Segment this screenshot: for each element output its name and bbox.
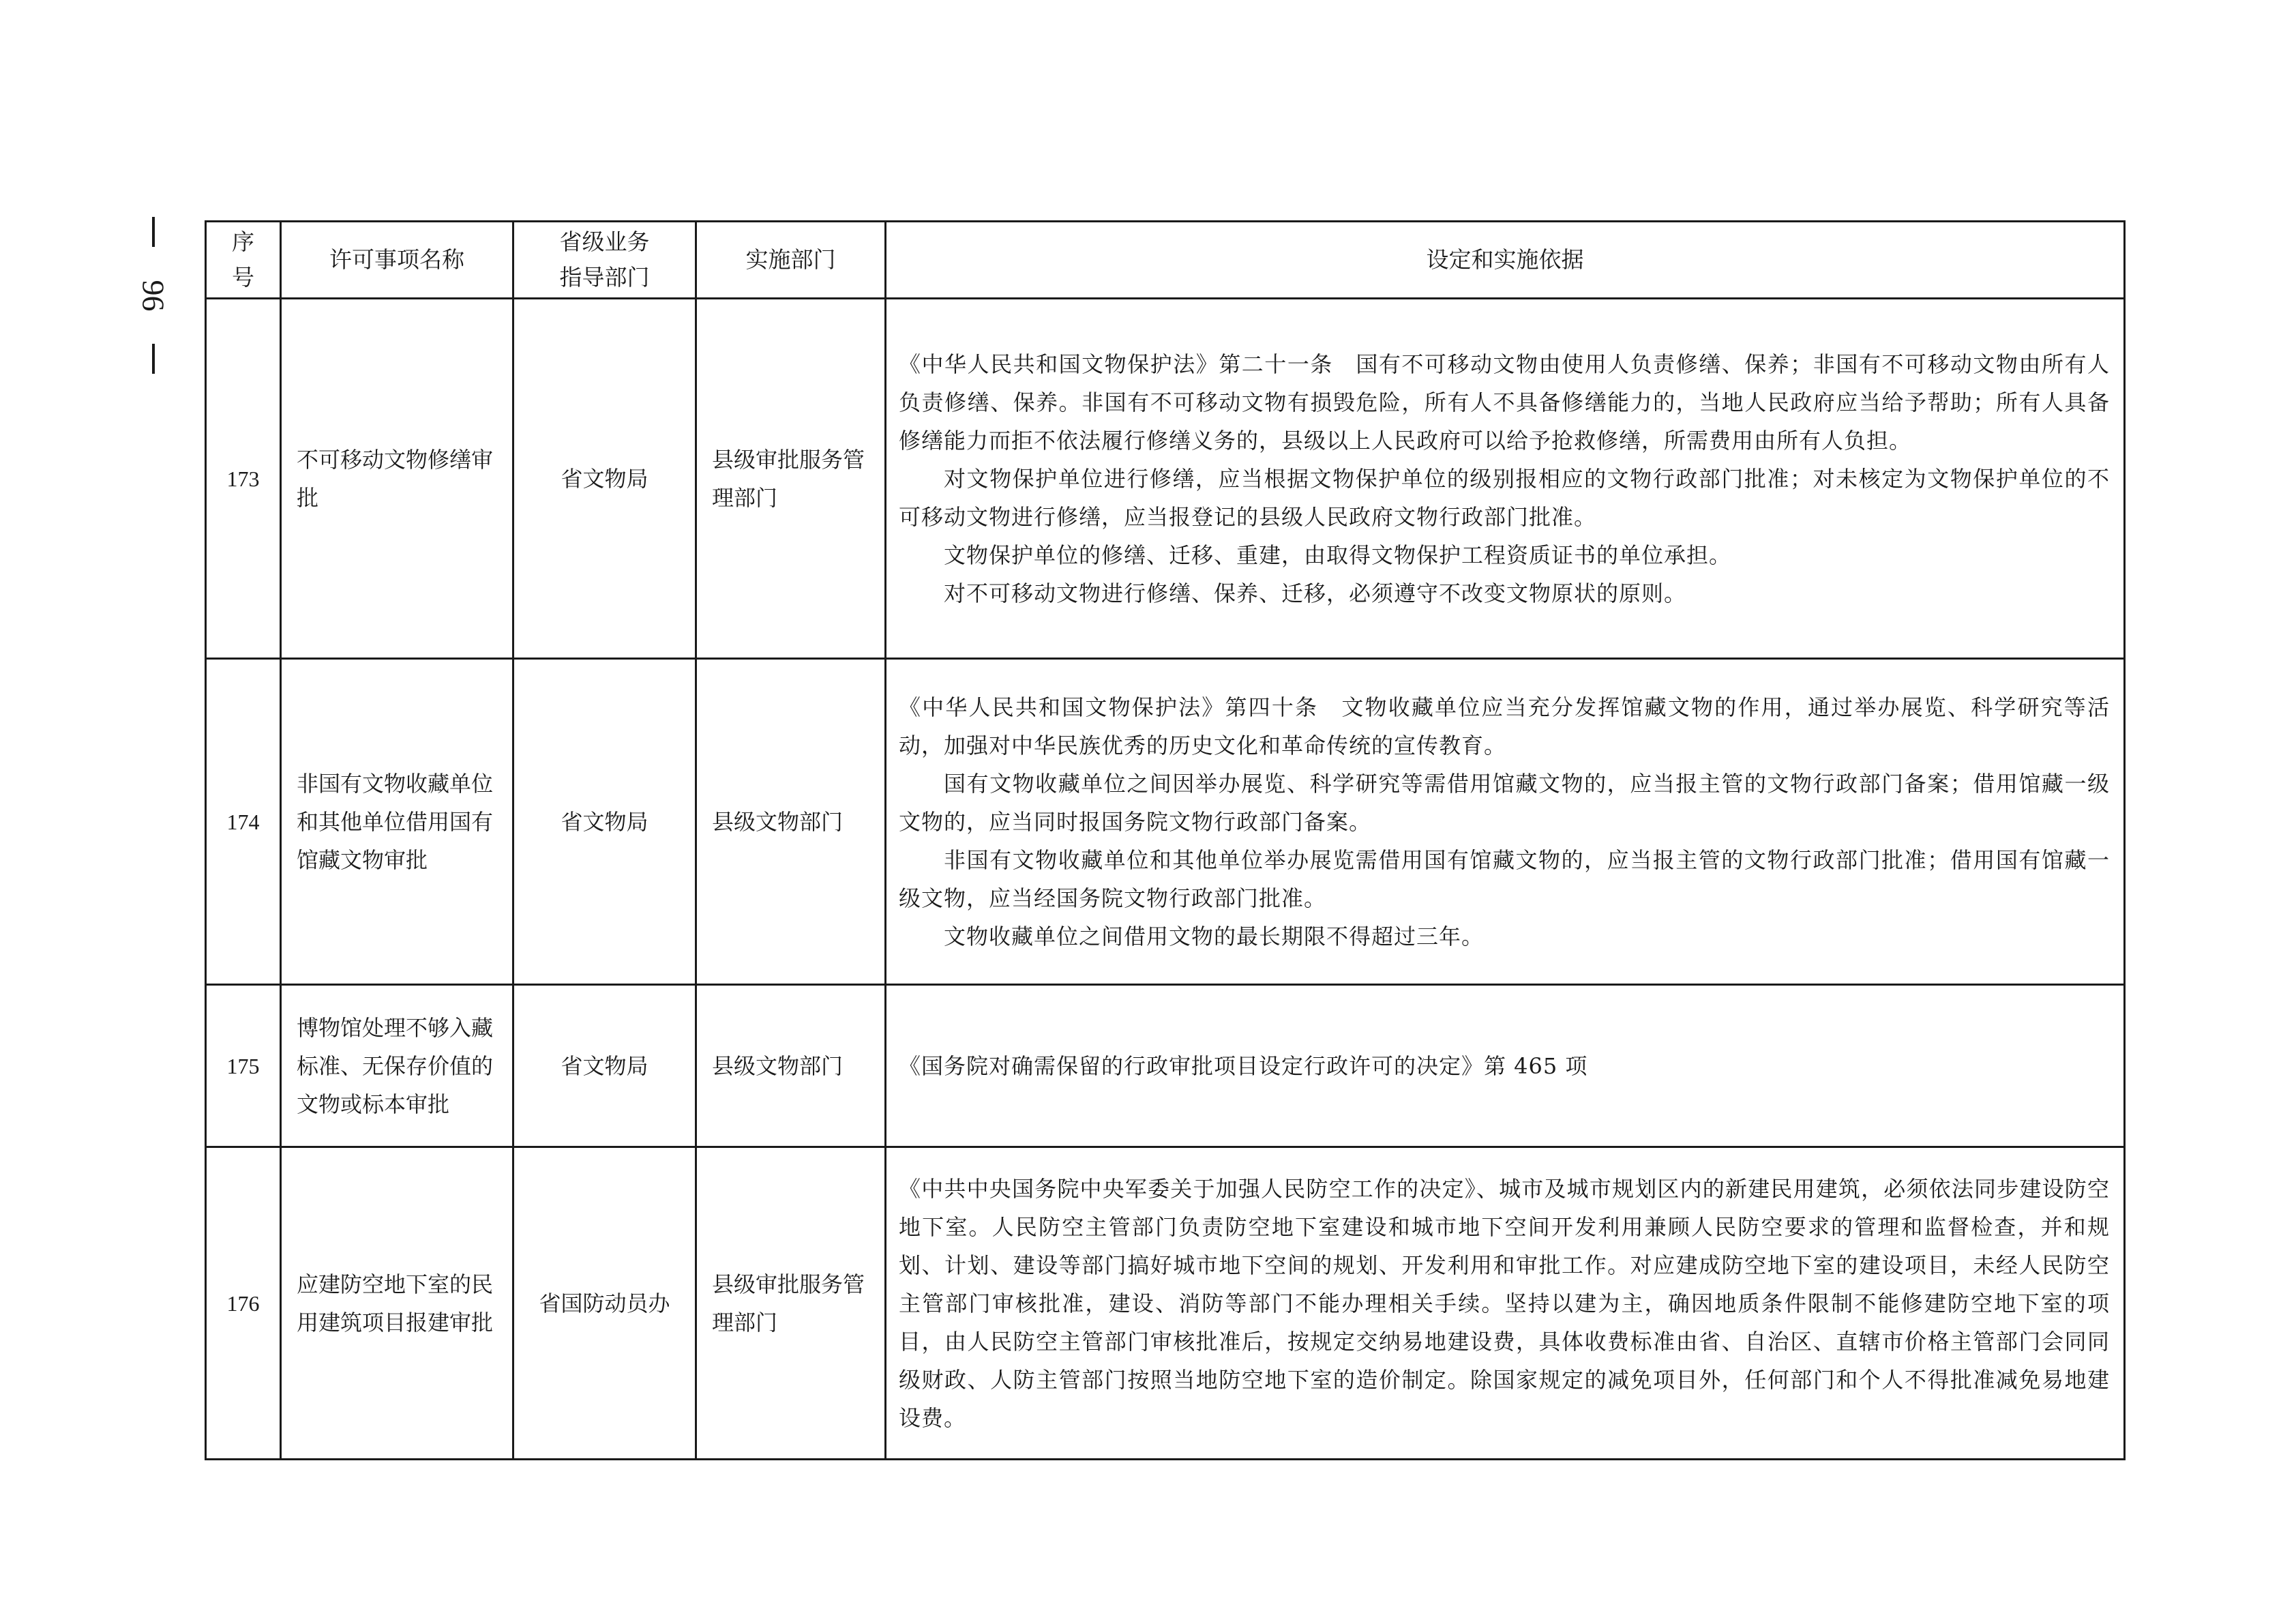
permit-table [205,220,2126,1460]
implementing-department: 县级文物部门 [696,985,886,1147]
basis-paragraph: 文物收藏单位之间借用文物的最长期限不得超过三年。 [944,923,1485,949]
implementing-department: 县级审批服务管理部门 [696,299,886,659]
legal-basis [886,985,2125,1147]
guide-department: 省文物局 [513,985,696,1147]
basis-paragraph: 《国务院对确需保留的行政审批项目设定行政许可的决定》第 465 项 [899,1052,1588,1079]
row-number: 175 [206,985,281,1147]
legal-basis [886,659,2125,985]
header-guide-line-1: 省级业务 [559,228,650,255]
header-no-line-2: 号 [232,264,254,291]
header-guide [513,222,696,299]
page-number-dash-top [152,217,155,247]
basis-paragraph: 《中共中央国务院中央军委关于加强人民防空工作的决定》、城市及城市规划区内的新建民用建筑，必须依法同步建设防空地下室。人民防空主管部门负责防空地下室建设和城市地下空间开发利用兼顾人民防空要求的管理和监督检查，并和规划、计划、建设等部门搞好城市地下空间的规划、开发利用和审批工作。对应建成防空地下室的建设项目，未经人民防空主管部门审核批准，建设、消防等部门不能办理相关手续。坚持以建为主，确因地质条件限制不能修建防空地下室的项目，由人民防空主管部门审核批准后，按规定交纳易地建设费，具体收费标准由省、自治区、直辖市价格主管部门会同同级财政、人防主管部门按照当地防空地下室的造价制定。除国家规定的减免项目外，任何部门和个人不得批准减免易地建设费。 [899,1175,2110,1431]
basis-paragraph: 非国有文物收藏单位和其他单位举办展览需借用国有馆藏文物的，应当报主管的文物行政部门批准；借用国有馆藏一级文物，应当经国务院文物行政部门批准。 [899,846,2110,911]
header-no [206,222,281,299]
legal-basis [886,1147,2125,1460]
permit-name: 非国有文物收藏单位和其他单位借用国有馆藏文物审批 [281,659,513,985]
guide-department: 省国防动员办 [513,1147,696,1460]
table-body [206,299,2125,1460]
table-row [206,985,2125,1147]
table-header [206,222,2125,299]
header-basis: 设定和实施依据 [886,222,2125,299]
row-number: 174 [206,659,281,985]
page-number [123,217,184,374]
basis-paragraph: 《中华人民共和国文物保护法》第四十条 文物收藏单位应当充分发挥馆藏文物的作用，通过举办展览、科学研究等活动，加强对中华民族优秀的历史文化和革命传统的宣传教育。 [899,694,2110,758]
permit-name: 应建防空地下室的民用建筑项目报建审批 [281,1147,513,1460]
guide-department: 省文物局 [513,299,696,659]
page-number-value: 96 [136,280,171,311]
page-number-dash-bottom [152,344,155,374]
implementing-department: 县级文物部门 [696,659,886,985]
header-impl: 实施部门 [696,222,886,299]
basis-paragraph: 国有文物收藏单位之间因举办展览、科学研究等需借用馆藏文物的，应当报主管的文物行政部门备案；借用馆藏一级文物的，应当同时报国务院文物行政部门备案。 [899,770,2110,835]
header-guide-line-2: 指导部门 [559,264,650,291]
table-row [206,659,2125,985]
table-row [206,299,2125,659]
header-no-line-1: 序 [232,228,254,255]
row-number: 176 [206,1147,281,1460]
legal-basis [886,299,2125,659]
permit-name: 博物馆处理不够入藏标准、无保存价值的文物或标本审批 [281,985,513,1147]
row-number: 173 [206,299,281,659]
basis-paragraph: 对不可移动文物进行修缮、保养、迁移，必须遵守不改变文物原状的原则。 [944,580,1687,606]
basis-paragraph: 对文物保护单位进行修缮，应当根据文物保护单位的级别报相应的文物行政部门批准；对未核定为文物保护单位的不可移动文物进行修缮，应当报登记的县级人民政府文物行政部门批准。 [899,465,2110,530]
basis-paragraph: 文物保护单位的修缮、迁移、重建，由取得文物保护工程资质证书的单位承担。 [944,542,1732,568]
header-name: 许可事项名称 [281,222,513,299]
basis-paragraph: 《中华人民共和国文物保护法》第二十一条 国有不可移动文物由使用人负责修缮、保养；非国有不可移动文物由所有人负责修缮、保养。非国有不可移动文物有损毁危险，所有人不具备修缮能力的，当地人民政府应当给予帮助；所有人具备修缮能力而拒不依法履行修缮义务的，县级以上人民政府可以给予抢救修缮，所需费用由所有人负担。 [899,351,2110,454]
table-row [206,1147,2125,1460]
implementing-department: 县级审批服务管理部门 [696,1147,886,1460]
permit-name: 不可移动文物修缮审批 [281,299,513,659]
guide-department: 省文物局 [513,659,696,985]
